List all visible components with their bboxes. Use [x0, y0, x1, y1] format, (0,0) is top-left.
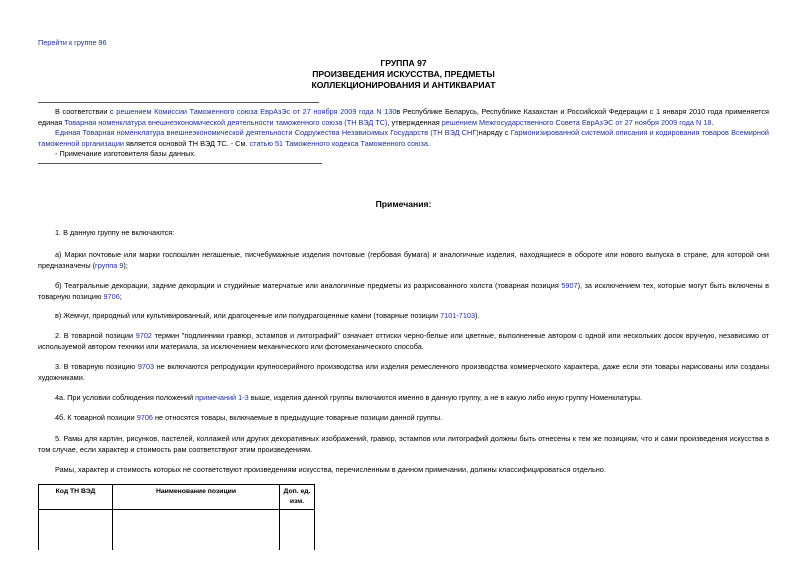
- note-5-continued: [38, 465, 769, 476]
- heading-9702-link[interactable]: 9702: [135, 331, 152, 340]
- notes-heading: Примечания:: [375, 199, 432, 209]
- harmonized-system-link[interactable]: Гармонизированной системой описания и кодирования товаров Всемирной таможенной организации: [38, 128, 770, 148]
- goto-group-96-link[interactable]: Перейти к группе 96: [38, 38, 107, 47]
- note-1c: [38, 311, 769, 322]
- table-row: [39, 510, 315, 551]
- table-cell: [113, 510, 280, 551]
- tn-ved-sng-link[interactable]: Единая Товарная номенклатура внешнеэкономической деятельности Содружества Независимых Государств (ТН ВЭД СНГ): [55, 128, 479, 138]
- note-1b: [38, 281, 769, 302]
- table-cell: [39, 510, 113, 551]
- note-4b: [38, 413, 769, 424]
- note-3: [38, 362, 769, 383]
- tariff-table: [38, 484, 315, 550]
- text: является основой ТН ВЭД ТС. - См.: [124, 138, 250, 148]
- note-6-text: Рамы, характер и стоимость которых не соответствуют произведениям искусства, перечисленным в данном примечании, должны классифицироваться отдельно.: [55, 465, 606, 474]
- headings-7101-7103-link[interactable]: 7101-7103: [440, 311, 476, 320]
- text: 3. В товарную позицию: [55, 362, 138, 371]
- database-note-p1: [38, 107, 769, 128]
- heading-9706-link-2[interactable]: 9706: [136, 413, 153, 422]
- text: .: [711, 117, 714, 127]
- group-9-link[interactable]: группа 9: [95, 260, 124, 270]
- text: в) Жемчуг, природный или культивированный, или драгоценные или полудрагоценные камни (товарные позиции: [55, 311, 441, 320]
- text: ).: [475, 311, 480, 320]
- customs-code-article-link[interactable]: статью 51 Таможенного кодекса Таможенного союза: [249, 138, 428, 148]
- note-top-rule: [38, 102, 319, 103]
- text: наряду с: [478, 128, 511, 138]
- group-subtitle-line1: ПРОИЗВЕДЕНИЯ ИСКУССТВА, ПРЕДМЕТЫ: [312, 69, 495, 79]
- text: не включаются репродукции крупносерийного производства или изделия ремесленного производства коммерческого характера, даже если эти товары нарисованы или созданы художниками.: [38, 362, 769, 382]
- text: ;: [119, 291, 122, 301]
- text: термин "подлинники гравюр, эстампов и литографий" означает оттиски черно-белые или цветные, выполненные автором с одной или нескольких досок вручную, независимо от используемой автором техники или материала, за исключением механического или фотомеханического способа.: [38, 331, 769, 351]
- note-5: [38, 434, 769, 455]
- database-note-p3: - Примечание изготовителя базы данных.: [55, 149, 197, 159]
- note-2: [38, 331, 769, 352]
- note-1a: [38, 250, 769, 271]
- council-decision-link[interactable]: решением Межгосударственного Совета ЕврАзЭС от 27 ноября 2009 года N 18: [441, 117, 712, 127]
- notes-1-3-link[interactable]: примечаний 1-3: [195, 393, 249, 402]
- col-unit-header: Доп. ед. изм.: [280, 485, 315, 510]
- note-1: [38, 228, 769, 239]
- group-title: ГРУППА 97: [380, 58, 427, 68]
- text: ), за исключением тех, которые могут быть включены в товарную позицию: [38, 281, 769, 301]
- note-5-text: 5. Рамы для картин, рисунков, пастелей, коллажей или других декоративных изображений, гравюр, эстампов или литографий должны быть отнесены к тем же позициям, что и сами произведения искусства в том случае, если характер и стоимость рам соответствуют этим произведениям.: [38, 434, 769, 454]
- text: , утвержденная: [387, 117, 442, 127]
- text: не относятся товары, включаемые в предыдущие товарные позиции данной группы.: [152, 413, 443, 422]
- database-note: [38, 107, 769, 160]
- database-note-p2: [38, 128, 769, 149]
- text: выше, изделия данной группы включаются именно в данную группу, а не в какую либо иную группу Номенклатуры.: [248, 393, 642, 402]
- group-subtitle-line2: КОЛЛЕКЦИОНИРОВАНИЯ И АНТИКВАРИАТ: [311, 80, 496, 90]
- tn-ved-ts-link[interactable]: Товарная номенклатура внешнеэкономической деятельности таможенного союза (ТН ВЭД ТС): [64, 117, 388, 127]
- heading-5907-link[interactable]: 5907: [561, 281, 578, 290]
- col-name-header: Наименование позиции: [113, 485, 280, 510]
- note-bottom-rule: [38, 163, 322, 164]
- heading-9706-link[interactable]: 9706: [103, 291, 120, 301]
- text: В соответствии с: [55, 107, 117, 116]
- col-code-header: Код ТН ВЭД: [39, 485, 113, 510]
- text: а) Марки почтовые или марки госпошлин негашеные, писчебумажные изделия почтовые (гербовая бумага) и аналогичные изделия, находящиеся в обороте или нового выпуска в стране, для которой они предназначены (: [38, 250, 769, 270]
- text: 4а. При условии соблюдения положений: [55, 393, 196, 402]
- note-4a: [38, 393, 769, 404]
- note-1-text: 1. В данную группу не включаются:: [55, 228, 175, 237]
- table-header-row: [39, 485, 315, 510]
- text: 4б. К товарной позиции: [55, 413, 137, 422]
- text: б) Театральные декорации, задние декорации и студийные матерчатые или аналогичные предметы из разрисованного холста (товарная позиция: [55, 281, 562, 290]
- text: .: [427, 138, 430, 148]
- commission-decision-link[interactable]: решением Комиссии Таможенного союза ЕврАзЭс от 27 ноября 2009 года N 130: [116, 107, 397, 116]
- text: в Республике Беларусь, Республике Казахстан и Российской Федерации с 1 января 2010 года применяется единая: [38, 107, 769, 127]
- text: 2. В товарной позиции: [55, 331, 136, 340]
- heading-9703-link[interactable]: 9703: [137, 362, 155, 371]
- text: );: [123, 260, 128, 270]
- table-cell: [280, 510, 315, 551]
